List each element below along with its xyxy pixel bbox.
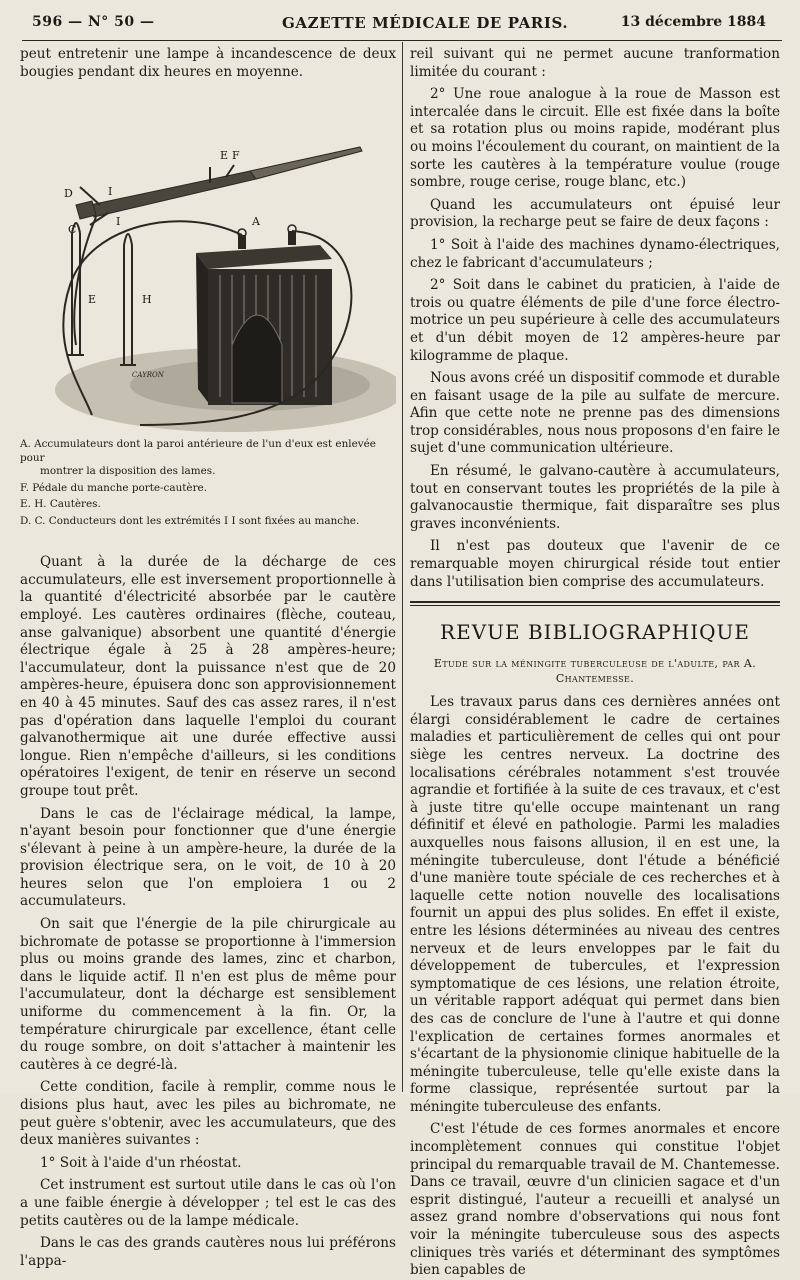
page-number: 596 — N° 50 —: [32, 14, 155, 30]
page-header: [0, 0, 800, 44]
column-divider: [402, 42, 403, 1092]
caption-line: E. H. Cautères.: [20, 498, 101, 511]
label-D: D: [64, 187, 73, 201]
label-I-1: I: [108, 185, 113, 199]
section-title: REVUE BIBLIOGRAPHIQUE: [440, 620, 750, 645]
caption-line: F. Pédale du manche porte-cautère.: [20, 481, 207, 494]
label-E-handle: E: [220, 149, 229, 163]
issue-date: 13 décembre 1884: [620, 14, 766, 30]
caption-line: A. Accumulateurs dont la paroi antérieure de l'un d'eux est enlevée pour: [20, 438, 376, 464]
label-I-2: I: [116, 215, 121, 229]
paragraph: Quand les accumulateurs ont épuisé leur provision, la recharge peut se faire de deux façons :: [410, 196, 780, 231]
paragraph: On sait que l'énergie de la pile chirurgicale au bichromate de potasse se proportionne à l'immersion plus ou moins grande des lames, zinc et charbon, dans le liquide actif. Il n'en est plus de même pour l'accumulateur, dont la décharge est sensiblement uniforme du commencement à la fin. Or, la température chirurgicale par excellence, étant celle du rouge sombre, on doit s'attacher à maintenir les cautères à ce degré-là.: [20, 916, 396, 1073]
caption-line: montrer la disposition des lames.: [40, 465, 216, 478]
label-E: E: [88, 293, 97, 307]
label-A: A: [252, 215, 260, 229]
paragraph: En résumé, le galvano-cautère à accumulateurs, tout en conservant toutes les propriétés de la pile à galvanocaustie thermique, fait disparaître ses plus graves inconvénients.: [410, 463, 780, 532]
paragraph: 1° Soit à l'aide des machines dynamo-électriques, chez le fabricant d'accumulateurs ;: [410, 236, 780, 271]
paragraph: reil suivant qui ne permet aucune tranformation limitée du courant :: [410, 46, 780, 80]
engraver-signature: CAYRON: [132, 371, 164, 380]
section-rule-thin: [410, 605, 780, 606]
paragraph: 1° Soit à l'aide d'un rhéostat.: [40, 1154, 242, 1171]
paragraph: Dans le cas des grands cautères nous lui préférons l'appa-: [20, 1235, 396, 1269]
label-F: F: [232, 149, 240, 163]
figure-caption: [20, 438, 396, 528]
paragraph: 2° Soit dans le cabinet du praticien, à l'aide de trois ou quatre éléments de pile d'une force électro-motrice un peu supérieure à celle des accumulateurs et d'un débit moyen de 12 ampères-heure par kilogramme de plaque.: [410, 277, 780, 364]
paragraph: Cet instrument est surtout utile dans le cas où l'on a une faible énergie à développer ; tel est le cas des petits cautères ou de la lampe médicale.: [20, 1177, 396, 1229]
label-C: C: [68, 223, 77, 237]
left-column: [20, 46, 396, 1270]
paragraph: Cette condition, facile à remplir, comme nous le disions plus haut, avec les piles au bichromate, ne peut guère s'obtenir, avec les accumulateurs, que des deux manières suivantes :: [20, 1079, 396, 1149]
header-rule: [22, 40, 782, 41]
label-H: H: [142, 293, 152, 307]
review-paragraph: Les travaux parus dans ces dernières années ont élargi considérablement le cadre de certaines maladies et particulièrement de celles qui ont pour siège les centres nerveux. La doctrine des localisations cérébrales notamment s'est trouvée agrandie et fortifiée à la suite de ces travaux, et c'est à juste titre qu'elle occupe maintenant un rang définitif et élevé en pathologie. Parmi les maladies auxquelles nous faisons allusion, il en est une, la méningite tuberculeuse, dont l'étude a bénéficié d'une manière toute spéciale de ces recherches et à laquelle cette notion nouvelle des localisations fournit un appui des plus solides. En effet il existe, entre les lésions déterminées au niveau des centres nerveux et de leurs enveloppes par le fait du développement de tubercules, et l'expression symptomatique de ces lésions, une relation étroite, un véritable rapport adéquat qui permet dans bien des cas de conclure de l'une à l'autre et qui donne l'explication de certaines formes anormales et s'écartant de la physionomie clinique habituelle de la méningite tuberculeuse, telle qu'elle existe dans la forme classique, représentée surtout par la méningite tuberculeuse des enfants.: [410, 694, 780, 1115]
journal-title: GAZETTE MÉDICALE DE PARIS.: [282, 14, 569, 32]
apparatus-engraving: [20, 85, 396, 435]
intro-paragraph: peut entretenir une lampe à incandescence de deux bougies pendant dix heures en moyenne.: [20, 46, 396, 80]
review-paragraph: C'est l'étude de ces formes anormales et encore incomplètement connues qui constitue l'objet principal du remarquable travail de M. Chantemesse. Dans ce travail, œuvre d'un clinicien sagace et d'un esprit distingué, l'auteur a recueilli et analysé un assez grand nombre d'observations qui nous font voir la méningite tuberculeuse sous des aspects cliniques très variés et déterminant des symptômes bien capables de: [410, 1121, 780, 1279]
left-body: [20, 554, 396, 1270]
paragraph: Il n'est pas douteux que l'avenir de ce remarquable moyen chirurgical réside tout entier dans l'utilisation bien comprise des accumulateurs.: [410, 538, 780, 590]
paragraph: Nous avons créé un dispositif commode et durable en faisant usage de la pile au sulfate de mercure. Afin que cette note ne prenne pas des dimensions trop considérables, nous nous proposons d'en faire le sujet d'une communication ultérieure.: [410, 370, 780, 457]
review-heading: Etude sur la méningite tuberculeuse de l'adulte, par A. Chantemesse.: [433, 657, 757, 686]
paragraph: 2° Une roue analogue à la roue de Masson est intercalée dans le circuit. Elle est fixée dans la boîte et sa rotation plus ou moins rapide, modérant plus ou moins l'écoulement du courant, on maintient de la sorte les cautères à la température voulue (rouge sombre, rouge cerise, rouge blanc, etc.): [410, 86, 780, 191]
paragraph: Quant à la durée de la décharge de ces accumulateurs, elle est inversement proportionnelle à la quantité d'électricité absorbée par le cautère employé. Les cautères ordinaires (flèche, couteau, anse galvanique) absorbent une quantité d'énergie électrique égale à 25 à 28 ampères-heure; l'accumulateur, dont la puissance n'est que de 20 ampères-heure, épuisera donc son approvisionnement en 40 à 45 minutes. Sauf des cas assez rares, il n'est pas d'opération dans laquelle l'emploi du courant galvanothermique ait une durée effective aussi longue. Rien n'empêche d'ailleurs, si les conditions opératoires l'exigent, de tenir en réserve un second groupe tout prêt.: [20, 554, 396, 799]
paragraph: Dans le cas de l'éclairage médical, la lampe, n'ayant besoin pour fonctionner que d'une énergie s'élevant à peine à un ampère-heure, la durée de la provision électrique sera, on le voit, de 10 à 20 heures selon que l'on emploiera 1 ou 2 accumulateurs.: [20, 805, 396, 910]
right-column: [410, 46, 780, 1280]
galvano-cautery-illustration: [20, 85, 396, 435]
section-rule: [410, 601, 780, 603]
caption-line: D. C. Conducteurs dont les extrémités I I sont fixées au manche.: [20, 514, 360, 527]
